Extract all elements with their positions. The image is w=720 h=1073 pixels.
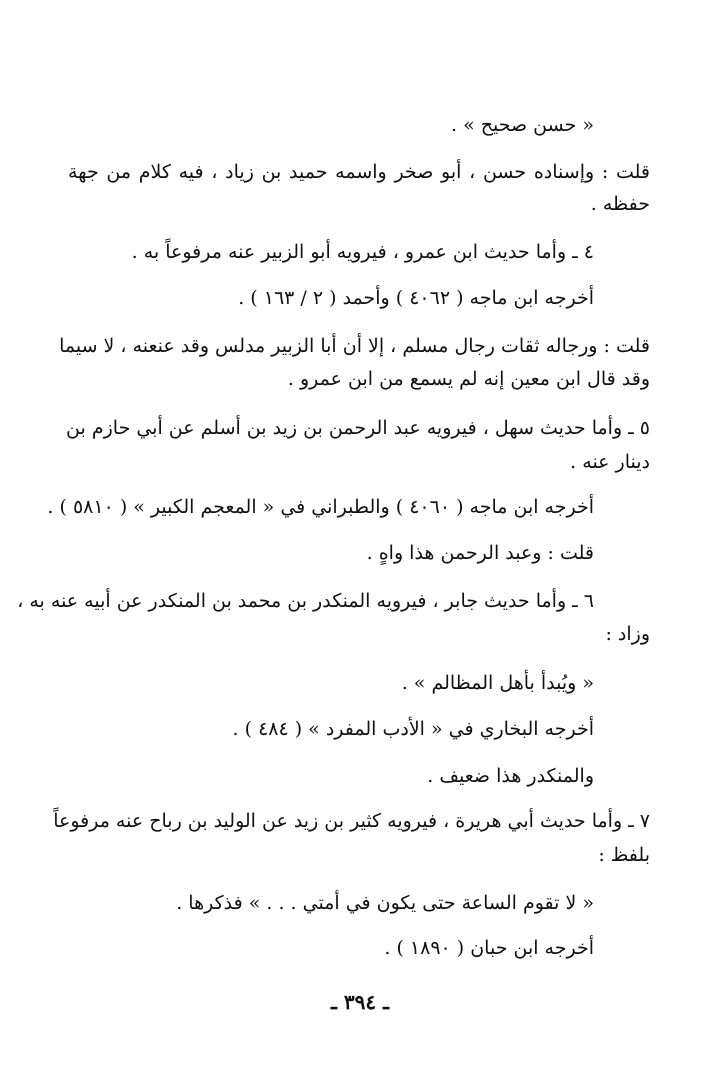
text-line-7: وقد قال ابن معين إنه لم يسمع من ابن عمرو . bbox=[287, 368, 650, 390]
text-line-2: قلت : وإسناده حسن ، أبو صخر واسمه حميد بن زياد ، فيه كلام من جهة bbox=[68, 161, 650, 183]
text-line-9: دينار عنه . bbox=[570, 451, 650, 473]
text-line-6: قلت : ورجاله ثقات رجال مسلم ، إلا أن أبا الزبير مدلس وقد عنعنه ، لا سيما bbox=[59, 335, 650, 357]
text-line-1: « حسن صحيح » . bbox=[450, 114, 594, 136]
text-line-14: « ويُبدأ بأهل المظالم » . bbox=[401, 672, 594, 694]
text-line-17: ٧ ـ وأما حديث أبي هريرة ، فيرويه كثير بن زيد عن الوليد بن رباح عنه مرفوعاً bbox=[53, 810, 650, 832]
page-number: ـ ٣٩٤ ـ bbox=[331, 990, 389, 1014]
text-line-4: ٤ ـ وأما حديث ابن عمرو ، فيرويه أبو الزبير عنه مرفوعاً به . bbox=[131, 241, 594, 263]
text-line-10: أخرجه ابن ماجه ( ٤٠٦٠ ) والطبراني في « المعجم الكبير » ( ٥٨١٠ ) . bbox=[47, 496, 594, 518]
text-line-20: أخرجه ابن حبان ( ١٨٩٠ ) . bbox=[384, 937, 594, 959]
text-line-13: وزاد : bbox=[605, 623, 650, 645]
text-line-8: ٥ ـ وأما حديث سهل ، فيرويه عبد الرحمن بن زيد بن أسلم عن أبي حازم بن bbox=[66, 417, 650, 439]
text-line-11: قلت : وعبد الرحمن هذا واهٍ . bbox=[366, 542, 594, 564]
text-line-5: أخرجه ابن ماجه ( ٤٠٦٢ ) وأحمد ( ٢ / ١٦٣ ) . bbox=[238, 287, 594, 309]
text-line-16: والمنكدر هذا ضعيف . bbox=[427, 765, 594, 787]
text-line-19: « لا تقوم الساعة حتى يكون في أمتي . . . » فذكرها . bbox=[176, 892, 594, 914]
text-line-12: ٦ ـ وأما حديث جابر ، فيرويه المنكدر بن محمد بن المنكدر عن أبيه عنه به ، bbox=[17, 590, 594, 612]
text-line-15: أخرجه البخاري في « الأدب المفرد » ( ٤٨٤ ) . bbox=[232, 718, 594, 740]
text-line-18: بلفظ : bbox=[598, 844, 650, 866]
text-line-3: حفظه . bbox=[590, 193, 650, 215]
